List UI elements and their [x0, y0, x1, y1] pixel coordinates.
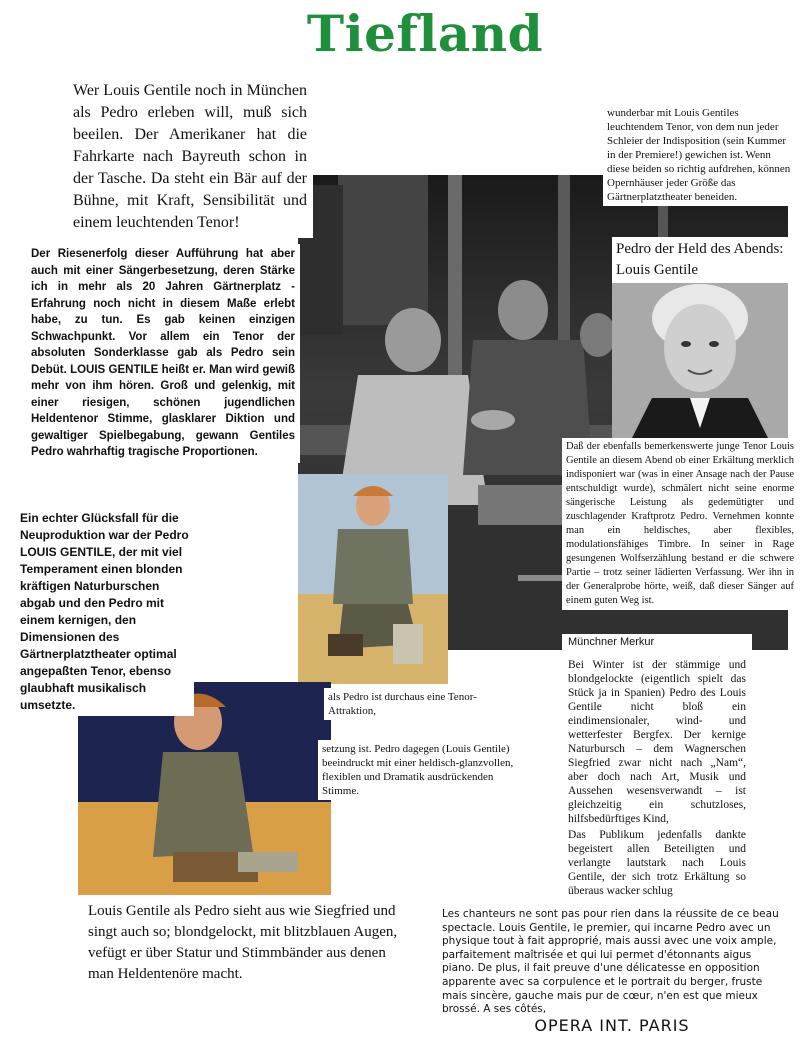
gluecksfall-clipping: [16, 508, 194, 716]
portrait-photo: [612, 278, 788, 438]
intro-text: Wer Louis Gentile noch in München als Pedro erleben will, muß sich beeilen. Der Amerikaner hat die Fahrkarte nach Bayreuth schon in der Tasche. Da steht ein Bär auf der Bühne, mit Kraft, Sensibilität und einem leuchtenden Tenor!: [73, 82, 307, 231]
tenor-attraktion-text: als Pedro ist durchaus eine Tenor-Attraktion,: [328, 691, 477, 717]
merkur-text: Bei Winter ist der stämmige und blondgelockte (eigentlich spielt das Stück ja in Spanien) Pedro des Louis Gentile nicht bloß ein eindimensionaler, wind- und wetterfester Bergfex. Der kernige Naturbursch – dem Wagnerschen Siegfried zwar nicht nach „Nam“, aber doch nach Art, Musik und Aussehen wesensverwandt – ist gleichzeitig ein schutzloses, hilfsbedürftiges Kind,: [568, 659, 746, 825]
indisponiert-clipping: [562, 438, 798, 610]
opera-text: Les chanteurs ne sont pas pour rien dans la réussite de ce beau spectacle. Louis Gentile, le premier, qui incarne Pedro avec un physique tout à fait approprié, mais aussi avec une voix ample, parfaitement maîtrisée et qui lui permet d'étonnants aigus piano. De plus, il fait preuve d'une délicatesse en opposition apparente avec sa corpulence et le portrait du berger, fruste mais sincère, gauche mais pur de cœur, n'en est que mieux brossé. A ses côtés,: [442, 908, 779, 1016]
indisponiert-text: Daß der ebenfalls bemerkenswerte junge Tenor Louis Gentile an diesem Abend ob einer Erkältung merklich indisponiert war (was in einer Ansage nach der Pause entschuldigt wurde), schmälert nicht seine enorme sängerische Leistung als gedemütigter und zuschlagender Kraftprotz Pedro. Vernehmen konnte man ein heldisches, aber flexibles, modulationsfähiges Timbre. In seiner in Rage gesungenen Wolfserzählung bestand er die schwere Partie – trotz seiner lädierten Verfassung. Wer ihn in der Generalprobe hörte, weiß, daß dieser Sänger auf einem guten Weg ist.: [566, 441, 794, 606]
setzung-text: setzung ist. Pedro dagegen (Louis Gentile) beeindruckt mit einer heldisch-glanzvollen, flexiblen und Dramatik ausdrückenden Stimme.: [322, 743, 514, 797]
top-right-text: wunderbar mit Louis Gentiles leuchtendem Tenor, von dem nun jeder Schleier der Indisposition (sein Kummer in der Premiere!) gewichen ist. Wenn diese beiden so richtig aufdrehen, können Opernhäuser jeder Größe das Gärtnerplatztheater beneiden.: [607, 107, 791, 203]
intro-clipping: [67, 76, 313, 238]
tenor-attraktion-clipping: [324, 688, 528, 720]
top-right-clipping: [603, 104, 799, 206]
portrait-caption: [612, 237, 790, 283]
kneeling-photo: [298, 474, 448, 684]
riesenerfolg-clipping: [26, 244, 300, 463]
setzung-clipping: [318, 740, 526, 800]
riesenerfolg-text: Der Riesenerfolg dieser Aufführung hat aber auch mit einer Sängerbesetzung, deren Stärke ich in mehr als 20 Jahren Gärtnerplatz - Erfahrung noch nicht in diesem Maße erlebt habe, zu tun. Es gab keinen einzigen Schwachpunkt. Vor allem ein Tenor der absoluten Sonderklasse gab als Pedro sein Debüt. LOUIS GENTILE heißt er. Man wird gewiß mehr von ihm hören. Groß und gelenkig, mit einer riesigen, schönen jugendlichen Heldentenor Stimme, glasklarer Diktion und gewaltiger Spielbegabung, gewann Gentiles Pedro wahrhaftig tragische Proportionen.: [31, 248, 295, 458]
merkur-source: Münchner Merkur: [568, 636, 655, 648]
gluecksfall-text: Ein echter Glücksfall für die Neuproduktion war der Pedro LOUIS GENTILE, der mit viel Temperament einen blonden kräftigen Naturburschen abgab und den Pedro mit einem kernigen, den Dimensionen des Gärtnerplatztheater optimal angepaßten Tenor, ebenso glaubhaft musikalisch umsetzte.: [20, 511, 189, 712]
page-title: Tiefland: [306, 4, 544, 63]
siegfried-text: Louis Gentile als Pedro sieht aus wie Siegfried und singt auch so; blondgelockt, mit blitzblauen Augen, vefügt er über Statur und Stimmbänder aus denen man Heldentenöre macht.: [88, 903, 398, 982]
opera-clipping: [438, 906, 786, 1034]
opera-source: OPERA INT. PARIS: [534, 1015, 690, 1035]
portrait-caption-text: Pedro der Held des Abends: Louis Gentile: [616, 241, 784, 278]
merkur-text-2: Das Publikum jedenfalls dankte begeistert allen Beteiligten und verlangte lautstark nach Louis Gentile, der sich trotz Erkältung so überaus wacker schlug: [568, 829, 746, 897]
siegfried-clipping: [82, 899, 416, 987]
merkur-clipping: [562, 634, 752, 900]
